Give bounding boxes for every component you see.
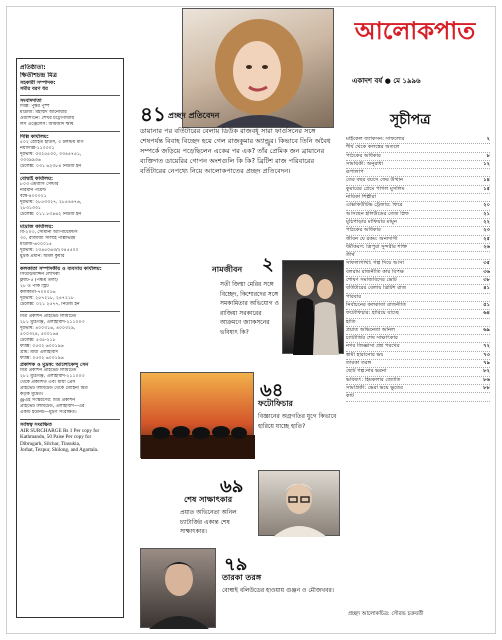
toc-row [346, 319, 490, 327]
toc-row [346, 169, 490, 177]
delhi-office-head: দিল্লি কার্যালয়: [20, 134, 49, 140]
founder-name: ক্ষিতীশচন্দ্র মিত্র [20, 72, 58, 79]
toc-row [346, 385, 490, 393]
toc-row [346, 227, 490, 235]
feature-2-category: নামজীবন [212, 265, 243, 274]
toc-entry-page: ২৬ [483, 243, 490, 250]
calcutta-office-block [20, 264, 120, 312]
star-waves-page: ৭৯ [224, 554, 248, 575]
publisher-line: ফ্যাক্স: ০৫৩২ ৬০০১৯৬ [20, 344, 64, 349]
publisher-line: ফ্যাক্স: ০৫৩২ ৬০০১৯৬ [20, 356, 64, 361]
staff-line: ওয়াশিংটন: শেখর চট্টোপাধ্যায় [20, 116, 75, 121]
toc-entry-page: ৩৮ [483, 277, 490, 284]
surcharge-line: Kathmandu, 50 Paise Per copy for [20, 434, 92, 441]
cover-story-page: ৪১ [140, 102, 166, 126]
toc-entry-page [488, 252, 490, 259]
toc-entry-title: সামগ্রিকী: ভেরা ভয়ে ভুতের [346, 384, 404, 391]
toc-row [346, 285, 490, 293]
interview-category: শেষ সাক্ষাৎকার [184, 495, 233, 504]
toc-entry-page [488, 169, 490, 176]
cover-story-category: প্রচ্ছদ প্রতিবেদন [168, 111, 220, 120]
interview-blurb: প্রয়াত অভিনেতা অনিল চ্যাটার্জির একান্ত শেষ সাক্ষাৎকার। [180, 509, 237, 535]
toc-entry-page: ১৫ [483, 185, 490, 192]
feature-2-number [262, 250, 274, 281]
toc-entry-title: এক্সিকিউটিভ ট্রেজার: ফিরে [346, 202, 403, 209]
publisher-line: গ্রাম: মায়া এলাহাবাদ [20, 350, 59, 355]
toc-entry-title: ধর্মীকরণ: ত্রিপুরা সুন্দরীর শক্তি [346, 243, 408, 250]
office-line: ৫০২ রোহিত হাউস, ৩ টলস্টয় মার্গ [20, 140, 84, 145]
toc-entry-page [488, 335, 490, 342]
interview-page: ৬৯ [220, 476, 244, 497]
toc-row [346, 244, 490, 252]
calcutta-office-head: কলকাতা সম্পাদকীয় ও ব্যবসায় কার্যালয়: [20, 266, 102, 272]
photo-feature-image [140, 372, 254, 458]
office-line: নরিমান পয়েন্ট [20, 188, 46, 193]
office-line: ৮০৩ এমবাসি সেন্টার [20, 182, 59, 187]
office-line: দূরভাষ: ৩৩২৫৫৩০, ৩৩৪৫৭৫১, [20, 152, 82, 157]
toc-entry-title: আসছেন হলিউডের তেজ স্নিফ [346, 210, 409, 217]
toc-entry-page: ১৪ [483, 177, 490, 184]
office-line: দূরভাষ: ২৫৭২১৮, ২৫৭২১৮ [20, 296, 74, 301]
staff-block [20, 96, 120, 132]
photo-feature-page: ৬৪ [260, 380, 284, 401]
toc-entry-page [488, 294, 490, 301]
toc-row [346, 194, 490, 202]
toc-entry-title: তের বছর বয়সে ফের উত্থান [346, 177, 404, 184]
office-line: টেলেক্স: ০১১ ৮৩৪৬২ নিউজ ইন [20, 212, 82, 217]
toc-row [346, 202, 490, 210]
toc-entry-page [488, 144, 490, 151]
toc-row [346, 269, 490, 277]
magazine-logo [342, 10, 488, 50]
toc-entry-title: ফটোফিচার: হারিয়ে যাচ্ছে [346, 310, 399, 317]
couple-illustration [283, 261, 345, 355]
madras-office-head: মাদ্রাজ কার্যালয়: [20, 224, 54, 230]
toc-entry-title: নগর জিজ্ঞাসা প্রশ্ন পরখের [346, 343, 400, 350]
toc-entry-title: মাইকেল জ্যাকসন: সাফল্যের [346, 136, 405, 142]
staff-line: দিল্লি: পুষ্কর পুষ্প [20, 104, 50, 109]
bombay-office-head: বোম্বাই কার্যালয়: [20, 176, 53, 182]
office-line: বম্বে-৪০০০২১ [20, 194, 47, 199]
publisher-line: টেলেক্স: ৫৩৫-২১৮ [20, 338, 56, 343]
toc-entry-page: ২৩ [483, 227, 490, 234]
toc-row [346, 327, 490, 335]
logo-mark [342, 10, 488, 50]
feature-2-photo [282, 260, 344, 354]
toc-entry-page: ৩৬ [483, 268, 490, 275]
toc-title: সূচীপত্র [390, 112, 431, 128]
delhi-office-block [20, 132, 120, 174]
founder-label: প্রতিষ্ঠাতা: [20, 64, 46, 71]
toc-row [346, 310, 490, 318]
toc-entry-page: ৩৫ [483, 260, 490, 267]
toc-row [346, 211, 490, 219]
toc-entry-title: স্বামী হারানোর ভয় [346, 351, 384, 358]
publisher-line: কর্তৃক মুদ্রিত। [20, 392, 44, 397]
toc-row [346, 368, 490, 376]
toc-row [346, 186, 490, 194]
office-line: ৩০, রাজাজী সালাই পাল্লাভরম [20, 236, 76, 241]
publisher-line: থেকে প্রকাশিত এবং মায়া প্রেস [20, 380, 76, 385]
toc-entry-title: চ্যাটার্জির শেষ সাক্ষাৎকার [346, 335, 398, 342]
toc-entry-page: ৮ [486, 152, 490, 159]
photo-feature-category: ফটোফিচার [258, 399, 293, 408]
table-of-contents [346, 136, 490, 402]
toc-row [346, 335, 490, 343]
publisher-line: প্রকাশক ও মুদ্রক: আলোকেন্দু সেন [20, 362, 89, 368]
toc-entry-title: কুমারের প্রেমে পাগল মুসলিম [346, 185, 405, 192]
surcharge-line: Dibrugarh, Silchar, Tinsukia, [20, 440, 81, 447]
toc-entry-title: নায়িকা শিল্পীরা [346, 194, 377, 201]
toc-row [346, 352, 490, 360]
publisher-line: মিত্র প্রকাশন প্রাইভেট লিমিটেড [20, 368, 77, 373]
toc-entry-title: সাময়িকী: অনুরাধা [346, 160, 384, 167]
actor-portrait [141, 549, 217, 629]
office-line: দূরভাষ: ২৮৫৩৩২৭, ২৮৫৪৪৭৬, [20, 200, 82, 205]
office-line: নয়াদিল্লি-১১০০০১ [20, 146, 55, 151]
toc-entry-page: ৮৬ [483, 376, 490, 383]
toc-row [346, 144, 490, 152]
publisher-line: প্রাইভেট লিমিটেড থেকে মোহিনী মিত্র [20, 386, 88, 391]
surcharge-block [20, 420, 120, 457]
toc-entry-title: ভবিষ্যৎ: হিমকলার জ্যোতি [346, 376, 401, 383]
publisher-line: মিত্র প্রকাশন প্রাইভেট লিমিটেড [20, 314, 77, 319]
toc-entry-page: ৮২ [483, 368, 490, 375]
toc-entry-page [488, 194, 490, 201]
toc-entry-title: ছোট গল্প:নার ভরনা [346, 368, 387, 375]
toc-row [346, 177, 490, 185]
toc-entry-title: জীবন যে রকম: অন্যদাসী [346, 235, 398, 242]
toc-entry-title: বর্তিটারের বেলায় ব্রিটিশ রাজ [346, 285, 407, 292]
toc-entry-page: ১২ [483, 160, 490, 167]
logo-text: আলোকপাত [354, 17, 476, 45]
publisher-block [20, 312, 120, 420]
rights-label: সর্বস্বত্ব সংরক্ষিত [20, 422, 52, 428]
toc-entry-title: তীর্থ [346, 252, 355, 259]
office-line: ২৮৩১৩৩১ [20, 206, 41, 211]
toc-entry-page: ৮৮ [483, 384, 490, 391]
office-line: কলকাতা-৭০০০১৬ [20, 290, 56, 295]
masthead-column [16, 58, 124, 618]
toc-entry-page: ২ [486, 136, 490, 142]
toc-entry-title: রূপালাপ [346, 169, 364, 176]
office-line: ২৮ ও পার্ক স্ট্রিট [20, 284, 49, 289]
toc-entry-page: ৪১ [483, 285, 490, 292]
toc-entry-page: ৭৩ [483, 351, 490, 358]
toc-row [346, 343, 490, 351]
toc-row [346, 302, 490, 310]
toc-entry-title: নির্বাচনের কলকাতা রাজনীতি [346, 301, 407, 308]
toc-entry-page: ৫১ [483, 301, 490, 308]
toc-row [346, 161, 490, 169]
toc-entry-title: শীর্ষ থেকে কলঙ্কের অতলে [346, 144, 400, 151]
toc-row [346, 260, 490, 268]
office-line: মুদ্রক প্রধান: অমল কুমার [20, 254, 65, 259]
interview-photo [258, 470, 340, 536]
office-line: টেলেক্স: ০৩১ ৬২৩৮৪ নিউজ ইন [20, 164, 82, 169]
founder-block [20, 62, 120, 96]
staff-head: সংবাদদাতা [20, 98, 42, 104]
toc-row [346, 219, 490, 227]
toc-entry-title: মুচিপাড়ার মাফিয়ার মামুন [346, 218, 397, 225]
office-line: ৩৩৩৯৯৩৬ [20, 158, 41, 163]
toc-entry-page [488, 319, 490, 326]
office-line: টেলেক্স: ০২১ ২৫৭৭, নিউজ ইন [20, 302, 80, 307]
office-line: দূরভাষ: ২৩৪৫০৬৩/২৩৪৫৫০০ [20, 248, 79, 253]
old-man-portrait [259, 471, 341, 537]
toc-row [346, 153, 490, 161]
toc-entry-title: তারকা তরঙ্গ [346, 360, 372, 367]
toc-row [346, 393, 490, 401]
star-waves-blurb: বোম্বাই বলিউডের হাওয়ায় গুঞ্জন ও মৌজখবর। [222, 587, 334, 594]
publisher-line: ৫০০৩২৪, ৫০০১৬৪ [20, 332, 59, 337]
toc-entry-title: পাঠকের অধিকার [346, 227, 381, 234]
toc-entry-title: সাফল্যগাথা: গল্প দিয়ে আসা [346, 260, 404, 267]
toc-entry-title: বলরাম রাজনীতি কার বিপক্ষ [346, 268, 404, 275]
star-waves-category: তারকা তরঙ্গ [222, 573, 262, 582]
toc-entry-title: কাট [346, 393, 354, 400]
toc-entry-title: হাতি [346, 318, 356, 325]
publisher-line: প্রাইভেট লিমিটেড, এলাহাবাদ—এর [20, 404, 85, 409]
publisher-line: দূরভাষ: ৪০০৩১৬, ৪০০৩২৯, [20, 326, 76, 331]
associate-editor-label: সহকারী সম্পাদক: [20, 80, 56, 86]
office-line: বি-২০৩, সোমানা অ্যাপার্টমেন্টস [20, 230, 78, 235]
surcharge-line: Jorhat, Tezpur, Shilong, and Agartala. [20, 447, 99, 454]
toc-row [346, 377, 490, 385]
toc-entry-title: প্রয়াত অভিনেতা অনিল [346, 326, 395, 333]
toc-entry-page [488, 393, 490, 400]
toc-row [346, 294, 490, 302]
staff-line: লস এঞ্জেলেস: আমজাদ ঋষি [20, 122, 74, 127]
office-line: সিউড়িম্যান্সন লেখিকা [20, 272, 60, 277]
toc-entry-title: শোষণ সমাজবিদের ভোট [346, 277, 397, 284]
toc-entry-page: ৭৯ [483, 360, 490, 367]
toc-entry-page: ২২ [483, 218, 490, 225]
toc-entry-page: ৭২ [483, 343, 490, 350]
toc-row [346, 252, 490, 260]
photo-feature-blurb: বিজ্ঞানের অগ্রগতির যুগে কিভাবে হারিয়ে যাচ্ছে হাতি? [258, 413, 337, 430]
toc-entry-page: ২৫ [483, 235, 490, 242]
staff-line: মাদ্রাজ: মহাম্মদ আনোয়ার [20, 110, 67, 115]
cover-photo-credit: প্রচ্ছদ আলোকচিত্র: সৌরভ চক্রবর্তী [348, 611, 424, 617]
feature-2-blurb: সতী জিম্মা মেরির সঙ্গে বিচ্ছেদ, কিশোরদের সঙ্গে সমকামিতার অভিযোগ ও রাজিয়া সরকারের আক্রমণে জ্যাকসনের ভবিষ্যৎ কি? [220, 281, 279, 336]
toc-entry-title: পরিবার [346, 293, 362, 300]
toc-entry-title: পাঠকের অধিকার [346, 152, 381, 159]
star-waves-photo [140, 548, 216, 628]
madras-office-block [20, 222, 120, 264]
publisher-line: ২৮১ মুঠিগঞ্জ, এলাহাবাদ-২১১০০৩ [20, 320, 85, 325]
feature-2-page: ২ [262, 254, 274, 275]
publisher-line: @এই সংস্করণের: মিত্র প্রকাশন [20, 398, 76, 403]
toc-entry-page: ৬৯ [483, 326, 490, 333]
issue-line: একাদশ বর্ষ ● মে ১৯৯৬ [352, 77, 421, 85]
toc-entry-page: ২১ [483, 210, 490, 217]
publisher-line: ২৮১ মুঠিগঞ্জ, এলাহাবাদ-২১১০০৩ [20, 374, 85, 379]
cover-story-blurb: ডায়ানার পর বর্তিটারের বেলায় ডিউক রাজবধূ সারা ফার্গুসনের সঙ্গে শেষপর্যন্ত বিবাহ বিচ্ছেদ হয়ে গেল রাজকুমার অ্যান্ড্রুর। কিভাবে তিনি অবৈধ সম্পর্কে জড়িয়ে পড়েছিলেন একের পর এক? তাঁর প্রেমিক জন ব্রায়ানের ব্যক্তিগত ডায়েরির গোপন অংশগুলি কি কি? ব্রিটিশ রাজ পরিবারের বর্তিটারের নেপথ্যে নিয়ে আলোকপাতের প্রচ্ছদ প্রতিবেদন। [140, 127, 331, 175]
toc-row [346, 136, 490, 144]
toc-row [346, 236, 490, 244]
toc-entry-page: ৬৪ [483, 310, 490, 317]
toc-row [346, 277, 490, 285]
surcharge-line: AIR SURCHARGE Rs 1 Per copy for [20, 428, 100, 434]
toc-row [346, 360, 490, 368]
publisher-line: একটি ইউনিট—মুদ্রণ সংরক্ষিত। [20, 410, 77, 415]
elephants-silhouette [141, 373, 255, 459]
bombay-office-block [20, 174, 120, 222]
toc-entry-page: ২০ [483, 202, 490, 209]
office-line: মাদ্রাজ-৬০০০১৫ [20, 242, 52, 247]
associate-editor-name: সমীর বরণ ধর [20, 86, 48, 92]
office-line: ফ্ল্যাট-৫ (পঞ্চম তলা) [20, 278, 58, 283]
